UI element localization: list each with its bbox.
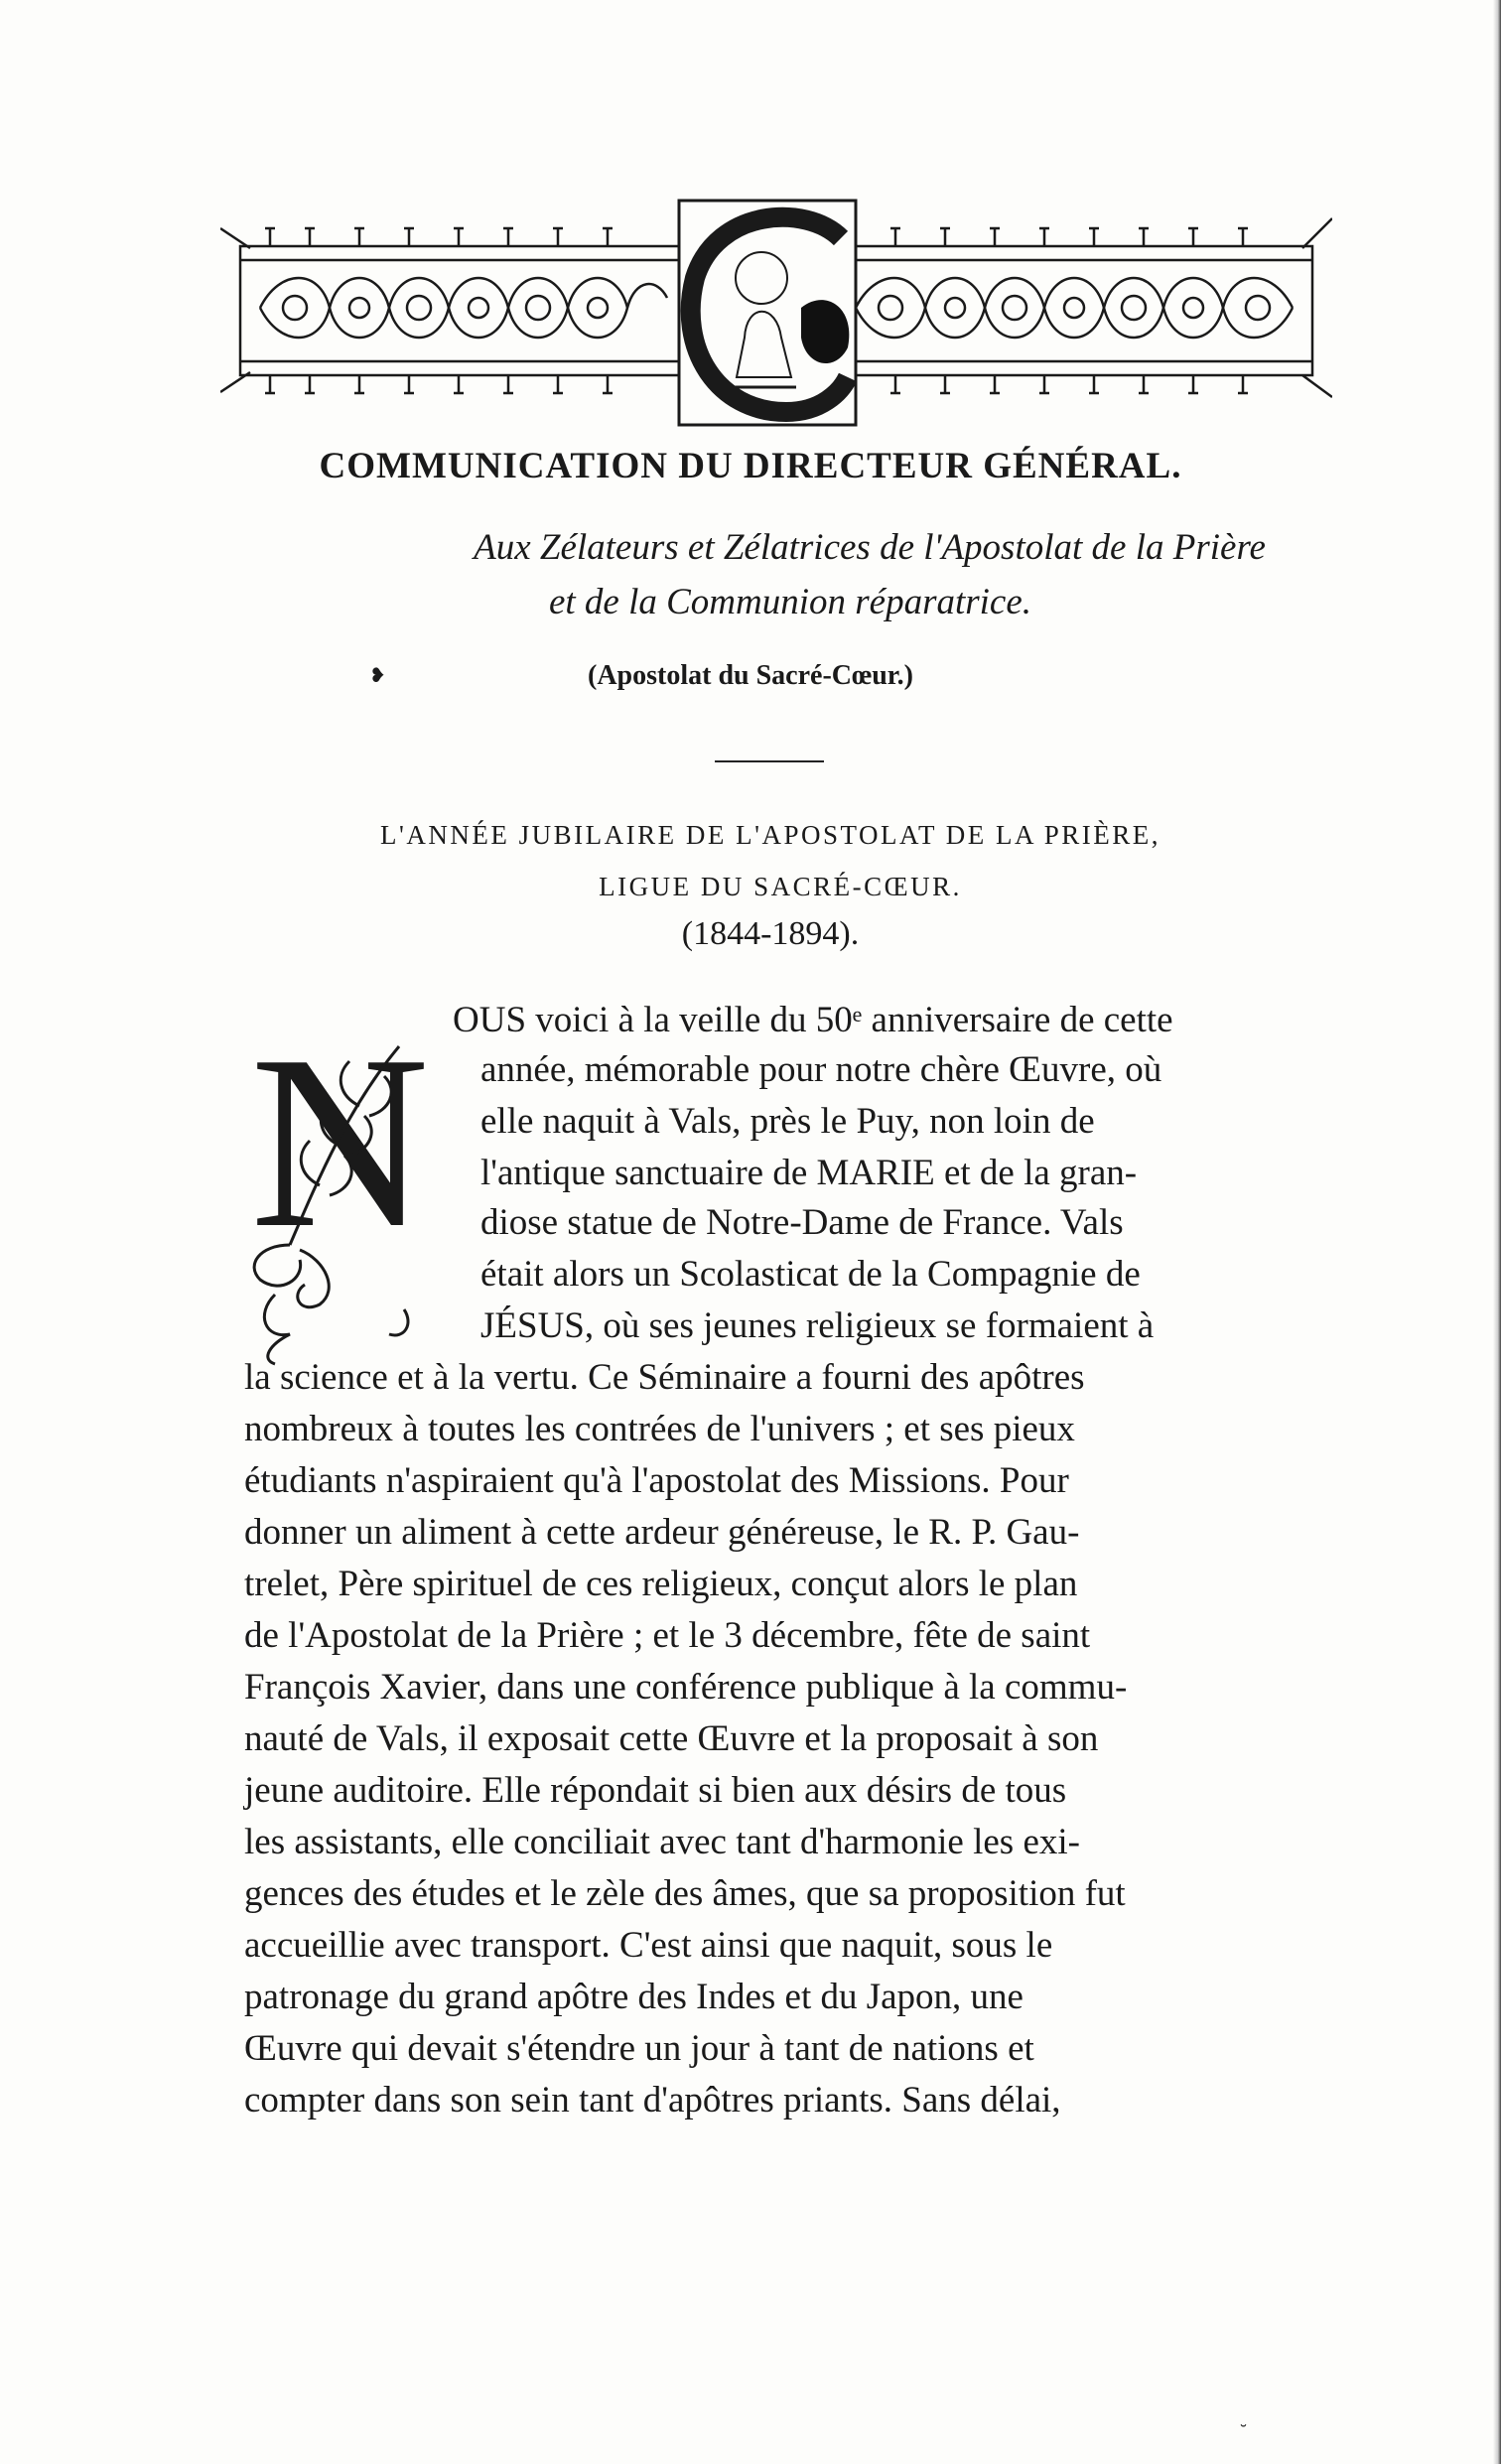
- document-title: COMMUNICATION DU DIRECTEUR GÉNÉRAL.: [319, 446, 1182, 486]
- ornamental-headpiece: [220, 199, 1332, 427]
- body-line: [244, 1769, 1066, 1813]
- body-line: [480, 1201, 1124, 1245]
- body-text: JÉSUS, où ses jeunes religieux se formaient à: [480, 1305, 1155, 1346]
- body-line: [244, 1924, 1052, 1968]
- body-line: [244, 1872, 1126, 1916]
- body-text: nauté de Vals, il exposait cette Œuvre et la proposait à son: [244, 1718, 1099, 1759]
- body-line: [244, 1666, 1127, 1710]
- body-text: année, mémorable pour notre chère Œuvre, où: [480, 1049, 1162, 1090]
- body-text: compter dans son sein tant d'apôtres priants. Sans délai,: [244, 2080, 1061, 2121]
- body-line: [480, 1253, 1141, 1297]
- subtitle: (Apostolat du Sacré-Cœur.): [588, 660, 913, 691]
- body-text: gences des études et le zèle des âmes, que sa proposition fut: [244, 1873, 1126, 1914]
- body-text: OUS voici à la veille du 50ᵉ anniversaire de cette: [453, 1000, 1173, 1040]
- body-text: Œuvre qui devait s'étendre un jour à tant de nations et: [244, 2028, 1034, 2069]
- body-text: François Xavier, dans une conférence publique à la commu-: [244, 1667, 1128, 1708]
- body-text: jeune auditoire. Elle répondait si bien aux désirs de tous: [244, 1770, 1067, 1811]
- ink-speck: ˘: [1239, 2422, 1248, 2443]
- body-text: donner un aliment à cette ardeur généreuse, le R. P. Gau-: [244, 1512, 1080, 1553]
- body-line: [244, 1614, 1090, 1658]
- body-line: [244, 1821, 1080, 1864]
- body-line: [244, 1563, 1077, 1606]
- body-line: [244, 1717, 1098, 1761]
- body-line: [244, 1511, 1079, 1555]
- body-text: de l'Apostolat de la Prière ; et le 3 décembre, fête de saint: [244, 1615, 1091, 1656]
- body-text: les assistants, elle conciliait avec tant d'harmonie les exi-: [244, 1822, 1080, 1862]
- body-line: [244, 1356, 1085, 1400]
- body-line: [244, 2027, 1034, 2071]
- page-edge: [1493, 0, 1501, 2464]
- body-line: [244, 1976, 1023, 2019]
- body-text: elle naquit à Vals, près le Puy, non loin de: [480, 1101, 1095, 1142]
- svg-text:N: N: [250, 1005, 430, 1280]
- body-line: [244, 2079, 1061, 2122]
- body-text: diose statue de Notre-Dame de France. Vals: [480, 1202, 1124, 1243]
- illuminated-initial-c: [679, 201, 856, 425]
- body-line: [480, 1100, 1095, 1144]
- body-text: était alors un Scolasticat de la Compagnie de: [480, 1254, 1141, 1295]
- body-line: [480, 1304, 1154, 1348]
- ink-speck: ❥: [369, 663, 386, 687]
- dedication-line-2: et de la Communion réparatrice.: [548, 582, 1032, 622]
- section-divider: [715, 760, 824, 762]
- years-range: (1844-1894).: [681, 915, 860, 952]
- body-text: accueillie avec transport. C'est ainsi que naquit, sous le: [244, 1925, 1053, 1966]
- body-line: [480, 1048, 1161, 1092]
- section-heading-line-1: L'ANNÉE JUBILAIRE DE L'APOSTOLAT DE LA PRIÈRE,: [380, 820, 1160, 850]
- body-text: la science et à la vertu. Ce Séminaire a fourni des apôtres: [244, 1357, 1085, 1398]
- section-heading-line-2: LIGUE DU SACRÉ-CŒUR.: [599, 872, 962, 901]
- body-text: étudiants n'aspiraient qu'à l'apostolat des Missions. Pour: [244, 1460, 1069, 1501]
- drop-cap-n: [230, 997, 469, 1374]
- body-line: [453, 999, 1173, 1042]
- body-line: [244, 1408, 1075, 1451]
- body-text: nombreux à toutes les contrées de l'univers ; et ses pieux: [244, 1409, 1075, 1449]
- body-text: trelet, Père spirituel de ces religieux, conçut alors le plan: [244, 1564, 1078, 1604]
- body-line: [244, 1459, 1069, 1503]
- body-text: l'antique sanctuaire de MARIE et de la gran-: [480, 1153, 1138, 1193]
- body-line: [480, 1152, 1137, 1195]
- dedication-line-1: Aux Zélateurs et Zélatrices de l'Apostolat de la Prière: [474, 527, 1266, 568]
- body-text: patronage du grand apôtre des Indes et du Japon, une: [244, 1977, 1023, 2017]
